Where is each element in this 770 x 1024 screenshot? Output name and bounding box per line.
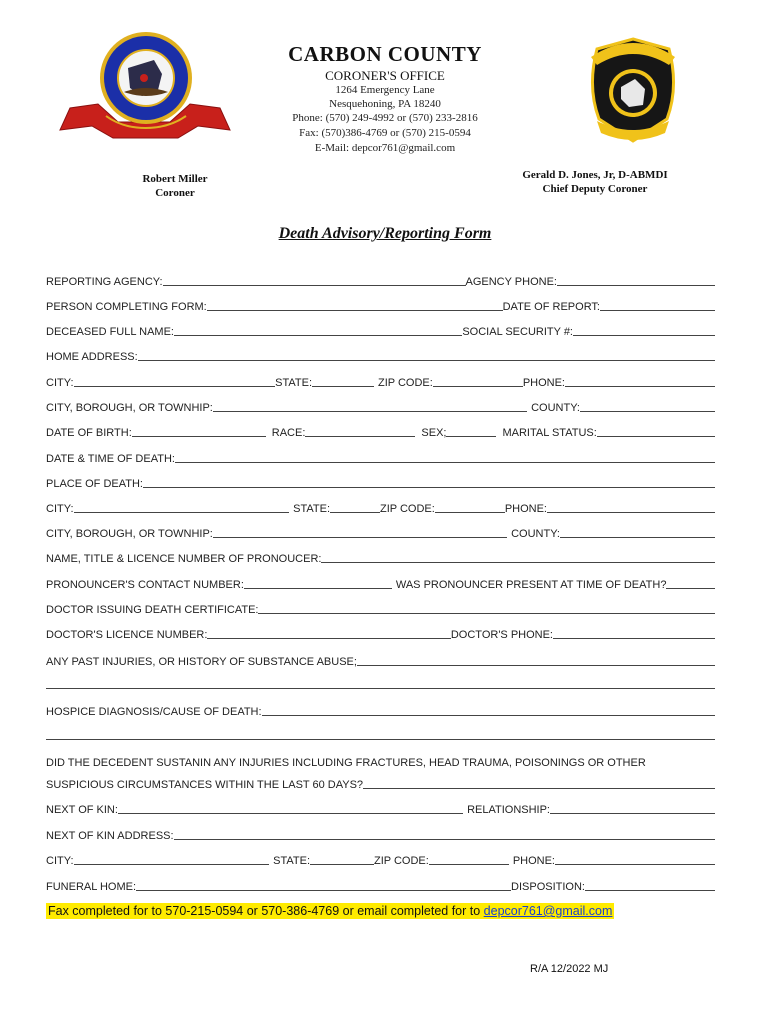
nok-address-label: NEXT OF KIN ADDRESS:: [46, 830, 174, 842]
past-injuries-label: ANY PAST INJURIES, OR HISTORY OF SUBSTANCE ABUSE;: [46, 656, 357, 668]
hospice-label: HOSPICE DIAGNOSIS/CAUSE OF DEATH:: [46, 706, 262, 718]
state-field-2[interactable]: [330, 512, 380, 513]
deceased-name-field[interactable]: [174, 335, 462, 336]
county-title: CARBON COUNTY: [288, 42, 482, 66]
phone-label-3: PHONE:: [512, 855, 555, 867]
phone-field-3[interactable]: [555, 864, 715, 865]
row-person-completing: [46, 295, 715, 313]
date-time-death-field[interactable]: [175, 462, 715, 463]
phone-label: PHONE:: [522, 377, 565, 389]
form-title: Death Advisory/Reporting Form: [278, 225, 492, 242]
agency-phone-label: AGENCY PHONE:: [465, 276, 557, 288]
person-completing-label: PERSON COMPLETING FORM:: [46, 301, 207, 313]
row-home-address: [46, 345, 715, 363]
seal-year-text: [142, 34, 143, 35]
state-field[interactable]: [312, 386, 374, 387]
doctor-phone-field[interactable]: [553, 638, 715, 639]
borough-label-2: CITY, BOROUGH, OR TOWNHIP:: [46, 528, 213, 540]
email-link[interactable]: depcor761@gmail.com: [483, 904, 613, 918]
state-label-2: STATE:: [293, 503, 330, 515]
row-injuries-question-2: [46, 773, 715, 791]
zip-label-2: ZIP CODE:: [380, 503, 435, 515]
pronouncer-present-label: WAS PRONOUNCER PRESENT AT TIME OF DEATH?: [395, 579, 667, 591]
date-time-death-label: DATE & TIME OF DEATH:: [46, 453, 175, 465]
borough-label: CITY, BOROUGH, OR TOWNHIP:: [46, 402, 213, 414]
next-of-kin-label: NEXT OF KIN:: [46, 804, 118, 816]
row-reporting-agency: [46, 270, 715, 288]
row-past-injuries: [46, 650, 715, 668]
injuries-question-text-1: DID THE DECEDENT SUSTANIN ANY INJURIES INCLUDING FRACTURES, HEAD TRAUMA, POISONINGS OR OTHER: [46, 757, 646, 769]
borough-field-2[interactable]: [213, 537, 507, 538]
row-deceased-name: [46, 320, 715, 338]
pronouncer-contact-label: PRONOUNCER'S CONTACT NUMBER:: [46, 579, 244, 591]
city-label-2: CITY:: [46, 503, 74, 515]
fax-line: Fax: (570)386-4769 or (570) 215-0594: [299, 127, 471, 139]
doctor-licence-field[interactable]: [207, 638, 450, 639]
agency-phone-field[interactable]: [557, 285, 715, 286]
phone-field-2[interactable]: [547, 512, 715, 513]
nok-address-field[interactable]: [174, 839, 715, 840]
row-city-1: [46, 371, 715, 389]
row-hospice: [46, 700, 715, 718]
place-of-death-label: PLACE OF DEATH:: [46, 478, 143, 490]
row-place-of-death: [46, 472, 715, 490]
disposition-field[interactable]: [585, 890, 715, 891]
hospice-field[interactable]: [262, 715, 715, 716]
row-doctor-licence: [46, 623, 715, 641]
city-field[interactable]: [74, 386, 276, 387]
home-address-label: HOME ADDRESS:: [46, 351, 138, 363]
marital-field[interactable]: [597, 436, 715, 437]
dob-label: DATE OF BIRTH:: [46, 427, 132, 439]
pronouncer-label: NAME, TITLE & LICENCE NUMBER OF PRONOUCER:: [46, 553, 322, 565]
coroner-block: [100, 172, 250, 200]
next-of-kin-field[interactable]: [118, 813, 463, 814]
county-label: COUNTY:: [531, 402, 580, 414]
zip-label: ZIP CODE:: [378, 377, 433, 389]
hospice-extra-line[interactable]: [46, 739, 715, 740]
doctor-licence-label: DOCTOR'S LICENCE NUMBER:: [46, 629, 208, 641]
zip-field[interactable]: [433, 386, 523, 387]
coroner-name: Robert Miller: [142, 173, 208, 185]
row-next-of-kin: [46, 798, 715, 816]
race-label: RACE:: [271, 427, 306, 439]
city-field-3[interactable]: [74, 864, 270, 865]
address-line-2: Nesquehoning, PA 18240: [329, 98, 441, 110]
county-field-2[interactable]: [560, 537, 715, 538]
email-line: E-Mail: depcor761@gmail.com: [314, 142, 456, 154]
city-field-2[interactable]: [74, 512, 290, 513]
office-subtitle: CORONER'S OFFICE: [325, 68, 445, 83]
injuries-field[interactable]: [363, 788, 715, 789]
dob-field[interactable]: [132, 436, 266, 437]
pronouncer-present-field[interactable]: [666, 588, 715, 589]
row-doctor-issuing: [46, 598, 715, 616]
zip-field-2[interactable]: [435, 512, 505, 513]
zip-label-3: ZIP CODE:: [374, 855, 429, 867]
injuries-question-text-2: SUSPICIOUS CIRCUMSTANCES WITHIN THE LAST 60 DAYS?: [46, 779, 364, 791]
address-line-1: 1264 Emergency Lane: [335, 84, 435, 96]
past-injuries-field[interactable]: [357, 665, 715, 666]
row-pronouncer: [46, 547, 715, 565]
doctor-issuing-field[interactable]: [258, 613, 715, 614]
pronouncer-field[interactable]: [321, 562, 715, 563]
disposition-label: DISPOSITION:: [511, 881, 585, 893]
borough-field[interactable]: [213, 411, 527, 412]
deputy-coroner-title: Chief Deputy Coroner: [542, 183, 648, 195]
row-borough-2: [46, 522, 715, 540]
row-date-time-death: [46, 447, 715, 465]
coroner-title: Coroner: [155, 187, 195, 199]
county-field[interactable]: [580, 411, 715, 412]
row-city-3: [46, 849, 715, 867]
city-label: CITY:: [46, 377, 74, 389]
deceased-name-label: DECEASED FULL NAME:: [46, 326, 174, 338]
county-label-2: COUNTY:: [511, 528, 560, 540]
badge-bottom-text: [600, 40, 601, 41]
state-label: STATE:: [275, 377, 312, 389]
row-borough-1: [46, 396, 715, 414]
row-nok-address: [46, 824, 715, 842]
marital-label: MARITAL STATUS:: [502, 427, 597, 439]
row-injuries-question-1: [46, 751, 715, 769]
reporting-agency-label: REPORTING AGENCY:: [46, 276, 163, 288]
doctor-issuing-label: DOCTOR ISSUING DEATH CERTIFICATE:: [46, 604, 259, 616]
deputy-coroner-name: Gerald D. Jones, Jr, D-ABMDI: [522, 169, 668, 181]
relationship-label: RELATIONSHIP:: [467, 804, 550, 816]
funeral-home-label: FUNERAL HOME:: [46, 881, 137, 893]
person-completing-field[interactable]: [207, 310, 503, 311]
state-field-3[interactable]: [310, 864, 374, 865]
race-field[interactable]: [305, 436, 415, 437]
date-of-report-field[interactable]: [600, 310, 715, 311]
fax-instructions-text: Fax completed for to 570-215-0594 or 570-386-4769 or email completed for to: [48, 904, 484, 918]
row-dob: [46, 421, 715, 439]
home-address-field[interactable]: [138, 360, 715, 361]
past-injuries-extra-line[interactable]: [46, 688, 715, 689]
sex-field[interactable]: [446, 436, 496, 437]
row-funeral-home: [46, 875, 715, 893]
phone-field[interactable]: [565, 386, 715, 387]
row-pronouncer-contact: [46, 573, 715, 591]
city-label-3: CITY:: [46, 855, 74, 867]
relationship-field[interactable]: [550, 813, 715, 814]
phone-label-2: PHONE:: [504, 503, 547, 515]
phone-line: Phone: (570) 249-4992 or (570) 233-2816: [292, 112, 478, 124]
date-of-report-label: DATE OF REPORT:: [502, 301, 600, 313]
deputy-coroner-block: [500, 168, 690, 196]
funeral-home-field[interactable]: [136, 890, 511, 891]
row-city-2: [46, 497, 715, 515]
doctor-phone-label: DOCTOR'S PHONE:: [450, 629, 553, 641]
fax-instructions: [46, 903, 614, 919]
revision-note: R/A 12/2022 MJ: [530, 963, 609, 975]
ssn-label: SOCIAL SECURITY #:: [462, 326, 573, 338]
ssn-field[interactable]: [573, 335, 715, 336]
zip-field-3[interactable]: [429, 864, 509, 865]
reporting-agency-field[interactable]: [163, 285, 466, 286]
state-label-3: STATE:: [273, 855, 310, 867]
sex-label: SEX;: [421, 427, 447, 439]
pronouncer-contact-field[interactable]: [244, 588, 392, 589]
place-of-death-field[interactable]: [143, 487, 715, 488]
